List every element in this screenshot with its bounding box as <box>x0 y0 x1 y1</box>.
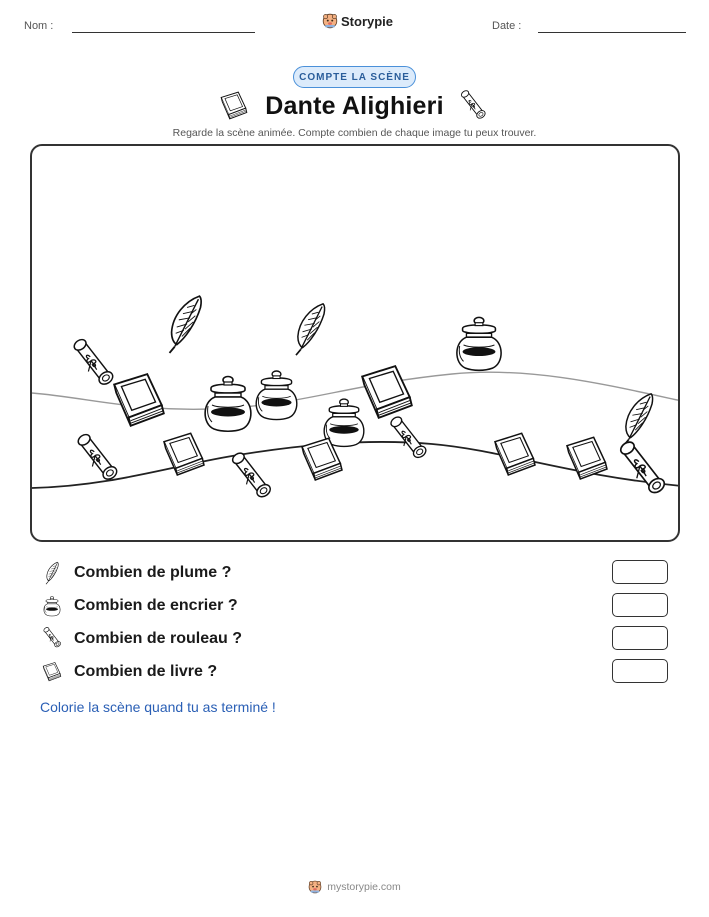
inkpot-icon <box>457 317 501 370</box>
storypie-mascot-icon <box>308 880 322 894</box>
scroll-icon <box>458 90 488 124</box>
instructions: Regarde la scène animée. Compte combien de chaque image tu peux trouver. <box>172 127 537 139</box>
footer <box>0 880 709 894</box>
footer-url[interactable]: mystorypie.com <box>327 881 401 893</box>
quill-icon <box>40 561 64 585</box>
activity-badge: COMPTE LA SCÈNE <box>293 66 416 88</box>
scroll-icon <box>76 432 119 481</box>
quill-icon <box>296 304 325 355</box>
question-row-scroll <box>40 626 672 652</box>
inkpot-icon <box>205 377 251 432</box>
page-title: Dante Alighieri <box>265 92 444 120</box>
scroll-icon <box>72 337 115 386</box>
question-row-quill <box>40 560 672 586</box>
question-text: Combien de livre ? <box>74 663 218 680</box>
inkpot-icon <box>324 399 364 446</box>
scroll-icon <box>618 440 666 496</box>
answer-box-inkpot[interactable] <box>612 593 668 617</box>
date-label: Date : <box>492 20 522 32</box>
storypie-logo <box>322 13 393 29</box>
inkpot-icon <box>40 594 64 618</box>
book-icon <box>495 433 535 475</box>
scroll-icon <box>389 415 428 460</box>
quill-icon <box>170 296 202 353</box>
date-line[interactable] <box>538 32 686 33</box>
question-row-book <box>40 659 672 685</box>
question-text: Combien de encrier ? <box>74 597 238 614</box>
book-icon <box>567 437 607 479</box>
book-icon <box>362 366 412 418</box>
coloring-note: Colorie la scène quand tu as terminé ! <box>40 699 276 715</box>
question-text: Combien de plume ? <box>74 564 232 581</box>
brand-name: Storypie <box>341 13 394 29</box>
coloring-scene[interactable] <box>30 144 680 542</box>
name-line[interactable] <box>72 32 255 33</box>
book-icon <box>114 374 164 426</box>
storypie-mascot-icon <box>322 13 338 29</box>
book-icon <box>40 660 64 684</box>
name-label: Nom : <box>24 20 54 32</box>
scroll-icon <box>40 627 64 651</box>
inkpot-icon <box>256 371 297 420</box>
scene-drawing <box>32 146 680 542</box>
quill-icon <box>624 394 653 445</box>
question-row-inkpot <box>40 593 672 619</box>
answer-box-book[interactable] <box>612 659 668 683</box>
scroll-icon <box>231 451 273 499</box>
answer-box-scroll[interactable] <box>612 626 668 650</box>
answer-box-quill[interactable] <box>612 560 668 584</box>
question-text: Combien de rouleau ? <box>74 630 243 647</box>
